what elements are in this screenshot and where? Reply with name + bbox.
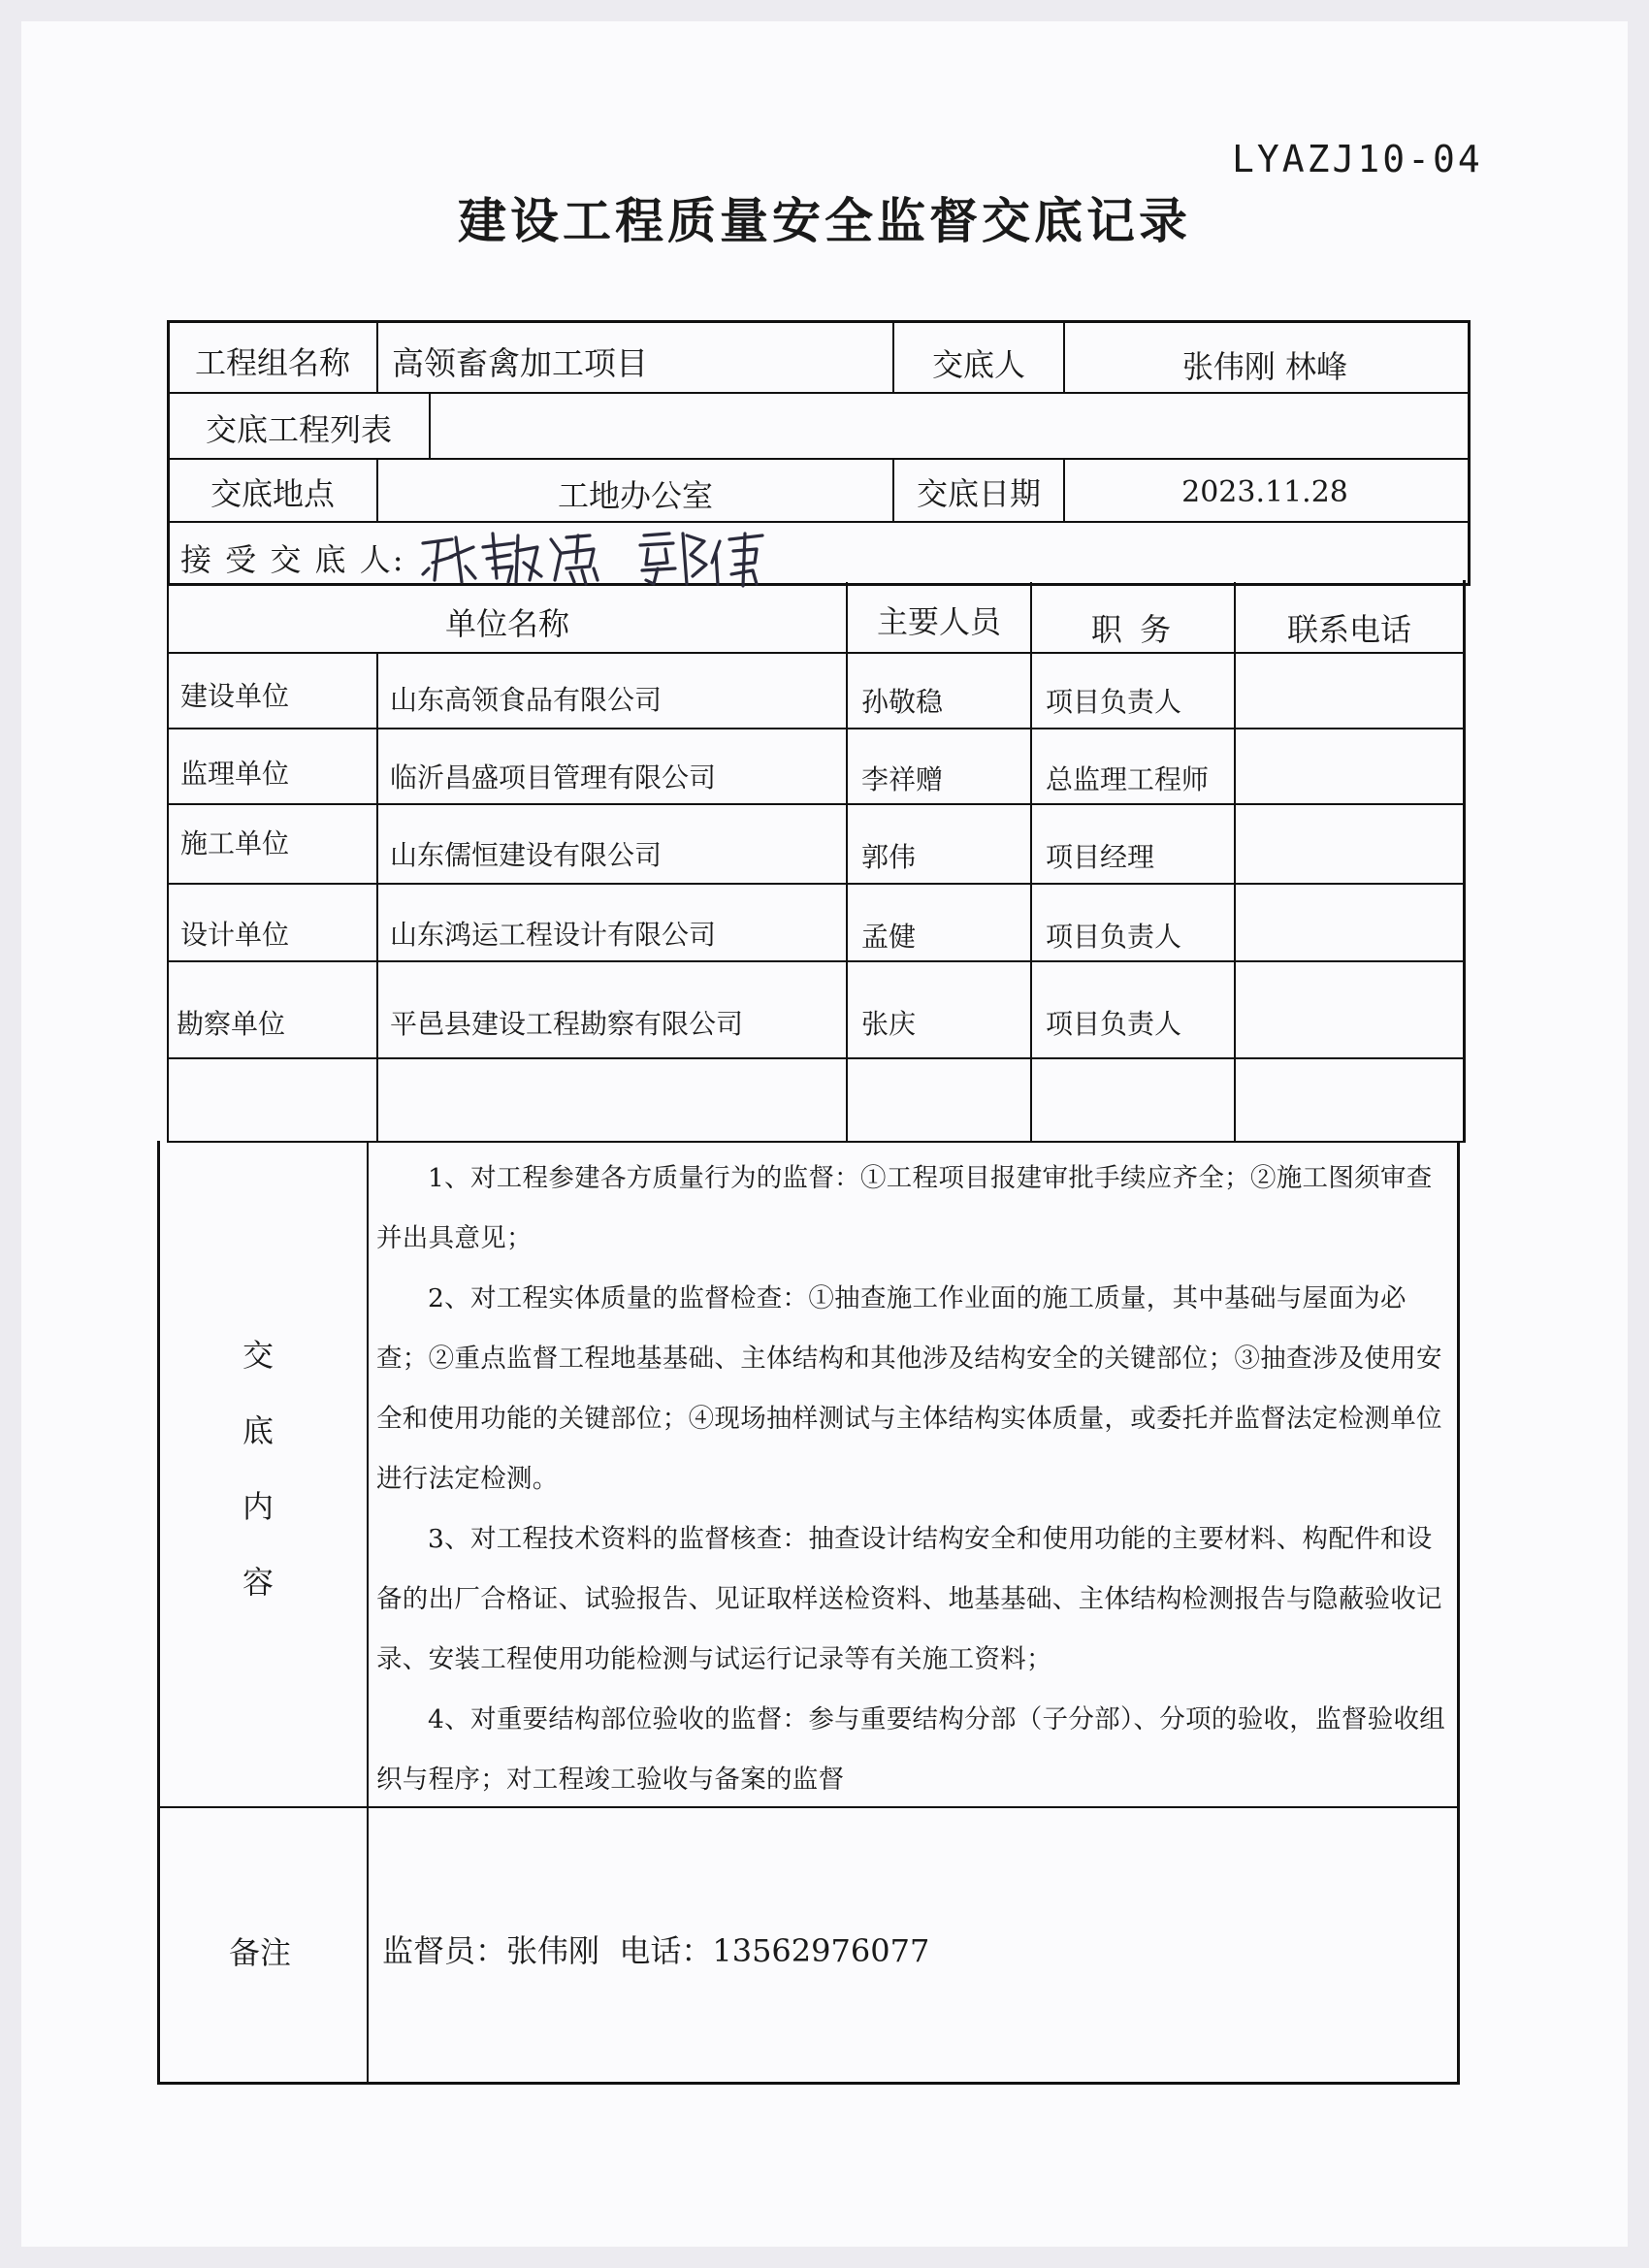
divider <box>167 883 1466 885</box>
project-list-label: 交底工程列表 <box>205 411 392 448</box>
date-label: 交底日期 <box>916 475 1041 512</box>
unit-role: 项目经理 <box>1046 841 1155 873</box>
content-paragraph: 1、对工程参建各方质量行为的监督：①工程项目报建审批手续应齐全；②施工图须审查并出具意见； <box>376 1163 1433 1253</box>
divider <box>167 1057 1466 1059</box>
unit-type: 监理单位 <box>180 758 290 790</box>
unit-person: 李祥赠 <box>861 763 944 795</box>
remarks-label: 备注 <box>229 1934 292 1971</box>
divider <box>167 803 1466 805</box>
divider <box>167 392 1469 394</box>
unit-name: 山东高领食品有限公司 <box>390 684 663 716</box>
divider <box>167 458 1469 460</box>
divider <box>1457 1141 1460 2084</box>
divider <box>167 960 1466 962</box>
unit-type: 勘察单位 <box>177 1008 286 1040</box>
unit-name: 山东儒恒建设有限公司 <box>390 839 663 871</box>
divider <box>376 652 378 1143</box>
content-label: 交 底 内 容 <box>242 1337 274 1601</box>
content-paragraph: 4、对重要结构部位验收的监督：参与重要结构分部（子分部）、分项的验收，监督验收组织与程序；对工程竣工验收与备案的监督 <box>376 1704 1446 1795</box>
divider <box>157 2082 1460 2085</box>
place-value: 工地办公室 <box>557 477 713 514</box>
divider <box>167 652 1466 654</box>
column-header-role: 职 务 <box>1090 611 1176 648</box>
column-header-unit-name: 单位名称 <box>444 605 569 642</box>
unit-name: 平邑县建设工程勘察有限公司 <box>390 1008 744 1040</box>
handwritten-signature <box>415 524 784 592</box>
project-label: 工程组名称 <box>194 344 350 381</box>
page-title: 建设工程质量安全监督交底记录 <box>458 193 1191 249</box>
column-header-person: 主要人员 <box>876 603 1001 640</box>
divider <box>367 1141 369 2084</box>
unit-type: 设计单位 <box>180 919 290 951</box>
divider <box>167 728 1466 729</box>
unit-role: 项目负责人 <box>1046 921 1182 953</box>
unit-name: 山东鸿运工程设计有限公司 <box>390 919 717 951</box>
unit-role: 项目负责人 <box>1046 1008 1182 1040</box>
unit-role: 项目负责人 <box>1046 686 1182 718</box>
place-label: 交底地点 <box>210 475 335 512</box>
divider <box>429 392 431 458</box>
divider <box>157 1141 160 2084</box>
discloser-label: 交底人 <box>931 346 1025 383</box>
receiver-label: 接 受 交 底 人: <box>180 541 405 578</box>
divider <box>376 322 378 392</box>
date-value: 2023.11.28 <box>1181 475 1348 509</box>
column-header-phone: 联系电话 <box>1286 611 1411 648</box>
unit-role: 总监理工程师 <box>1046 763 1210 795</box>
remarks-text: 监督员：张伟刚 电话：13562976077 <box>382 1932 930 1969</box>
unit-type: 施工单位 <box>180 827 290 859</box>
divider <box>167 1141 1466 1143</box>
unit-person: 孟健 <box>861 921 917 953</box>
form-code: LYAZJ10-04 <box>1232 138 1483 180</box>
content-paragraph: 3、对工程技术资料的监督核查：抽查设计结构安全和使用功能的主要材料、构配件和设备的出厂合格证、试验报告、见证取样送检资料、地基基础、主体结构检测报告与隐蔽验收记录、安装工程使用功能检测与试运行记录等有关施工资料； <box>376 1524 1442 1674</box>
discloser-value: 张伟刚 林峰 <box>1181 348 1348 385</box>
content-paragraph: 2、对工程实体质量的监督检查：①抽查施工作业面的施工质量，其中基础与屋面为必查；②重点监督工程地基基础、主体结构和其他涉及结构安全的关键部位；③抽查涉及使用安全和使用功能的关键部位；④现场抽样测试与主体结构实体质量，或委托并监督法定检测单位进行法定检测。 <box>376 1283 1442 1494</box>
unit-person: 孙敬稳 <box>861 686 944 718</box>
unit-person: 张庆 <box>861 1008 917 1040</box>
unit-type: 建设单位 <box>180 680 290 712</box>
project-value: 高领畜禽加工项目 <box>392 344 648 382</box>
unit-name: 临沂昌盛项目管理有限公司 <box>390 761 717 794</box>
divider <box>167 521 1469 523</box>
unit-person: 郭伟 <box>861 841 917 873</box>
